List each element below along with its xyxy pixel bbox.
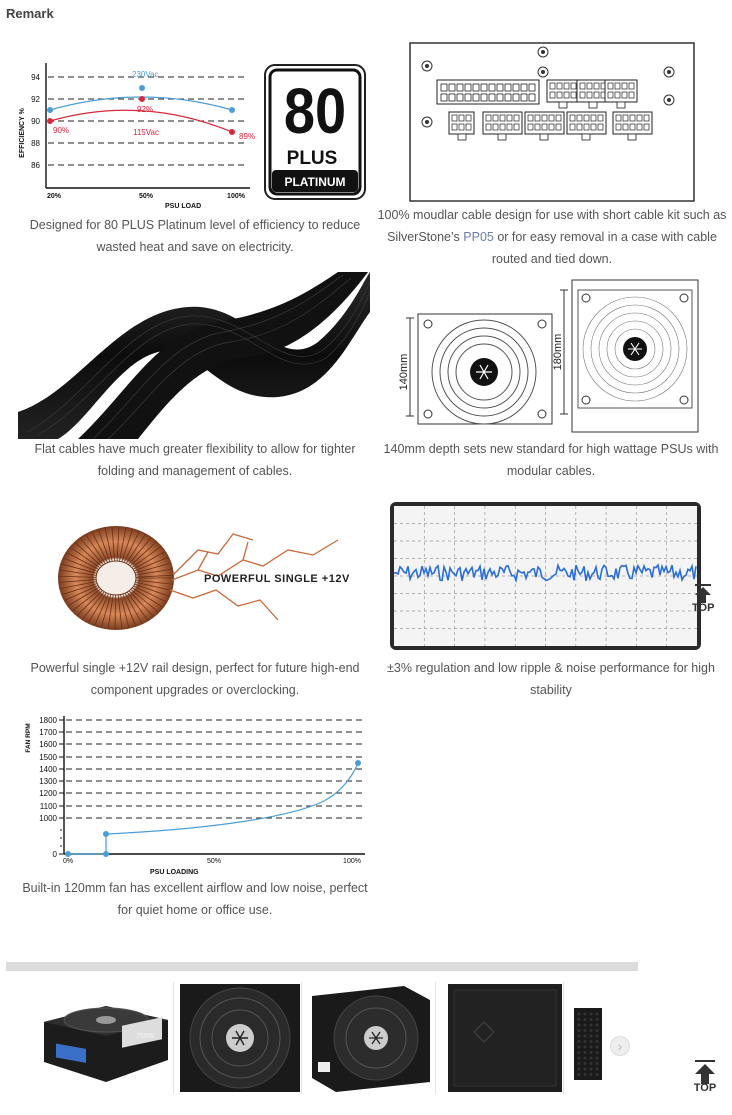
fan-chart-ylabel: FAN RPM: [25, 723, 32, 753]
gallery-bar: [6, 962, 638, 971]
eff-ytick: 94: [31, 73, 40, 82]
logo-platinum: PLATINUM: [284, 175, 346, 189]
caption-efficiency: Designed for 80 PLUS Platinum level of efficiency to reduce wasted heat and save on electricity.: [29, 218, 361, 254]
fan-ytick: 1800: [39, 716, 57, 725]
caption-modular: [372, 204, 732, 270]
eff-ytick: 86: [31, 161, 40, 170]
top-button-corner[interactable]: [693, 1060, 717, 1094]
fan-point-max: [355, 760, 361, 766]
modular-panel-image: [409, 42, 695, 202]
remark-heading: Remark: [6, 6, 54, 21]
fan-ytick: 1700: [39, 728, 57, 737]
top-button-inline[interactable]: [692, 584, 714, 614]
ripple-chart: [389, 501, 702, 651]
label-115vac: 115Vac: [133, 128, 159, 137]
caption-flat-cables: Flat cables have much greater flexibility to allow for tighter folding and management of cables.: [34, 442, 356, 478]
gallery-thumb-2[interactable]: [178, 982, 302, 1094]
eff-ytick: 90: [31, 117, 40, 126]
dim-180mm: 180mm: [552, 333, 564, 371]
dimensions-image: [396, 276, 704, 436]
fan-ytick: 1000: [39, 814, 57, 823]
flat-cables-image: [18, 272, 370, 439]
fan-point-step: [103, 831, 109, 837]
fan-xtick: 0%: [62, 858, 74, 865]
dim-140mm: 140mm: [398, 353, 410, 391]
arrow-up-icon: [693, 1060, 717, 1084]
fan-point-0: [65, 851, 71, 857]
fan-ytick: 1600: [39, 740, 57, 749]
logo-plus: PLUS: [286, 148, 338, 169]
logo-80: 80: [283, 74, 347, 148]
label-230vac: 230Vac: [132, 70, 159, 79]
gallery-next-button[interactable]: [610, 1036, 630, 1056]
fan-chart-xlabel: PSU LOADING: [150, 869, 199, 876]
fan-ytick: 1200: [39, 789, 57, 798]
fan-ytick: 1400: [39, 765, 57, 774]
fan-ytick: 1500: [39, 753, 57, 762]
gallery-thumb-4[interactable]: [444, 982, 564, 1094]
eff-point: [229, 107, 235, 113]
top-corner-label: TOP: [693, 1082, 717, 1094]
single-rail-image: [48, 520, 358, 644]
eff-point: [139, 96, 145, 102]
eff-ytick: 92: [31, 95, 40, 104]
efficiency-chart-ylabel: EFFICIENCY %: [19, 108, 26, 158]
fan-ytick: 1100: [39, 802, 57, 811]
caption-modular-b: or for easy removal in a case with cable routed and tied down.: [491, 230, 717, 266]
pp05-link[interactable]: PP05: [463, 230, 494, 244]
fan-xtick: 50%: [206, 858, 222, 865]
caption-ripple: ±3% regulation and low ripple & noise performance for high stability: [387, 661, 715, 697]
gallery-thumb-3[interactable]: [306, 982, 436, 1094]
arrow-up-icon: [693, 584, 713, 604]
fan-point-start: [103, 851, 109, 857]
caption-fan: Built-in 120mm fan has excellent airflow and low noise, perfect for quiet home or office use.: [22, 881, 368, 917]
eff-xtick: 100%: [227, 193, 245, 200]
gallery-thumb-5[interactable]: [572, 982, 604, 1094]
top-inline-label: TOP: [692, 602, 715, 614]
eff-point: [47, 118, 53, 124]
eff-point: [47, 107, 53, 113]
caption-single-rail: Powerful single +12V rail design, perfect for future high-end component upgrades or overclocking.: [30, 661, 360, 697]
chevron-right-icon: ›: [617, 1038, 623, 1054]
fan-xtick: 100%: [343, 858, 361, 865]
fan-ytick: 1300: [39, 777, 57, 786]
eff-point: [139, 85, 145, 91]
80plus-platinum-logo: [264, 64, 366, 200]
eff-xtick: 20%: [46, 193, 62, 200]
caption-dimensions: 140mm depth sets new standard for high wattage PSUs with modular cables.: [383, 442, 719, 478]
efficiency-chart-xlabel: PSU LOAD: [165, 203, 202, 210]
caption-modular-a: 100% moudlar cable design for use with short cable kit such as SilverStone’s: [377, 208, 727, 244]
efficiency-chart: [10, 55, 268, 215]
eff-xtick: 50%: [138, 193, 154, 200]
eff-ytick: 88: [31, 139, 40, 148]
rail-label: POWERFUL SINGLE +12V: [204, 573, 350, 585]
gallery-thumb-1[interactable]: [36, 982, 174, 1094]
fan-rpm-chart: [22, 712, 372, 880]
eff-point: [229, 129, 235, 135]
psu-badge: 750W: [136, 1033, 155, 1040]
fan-curve: [68, 763, 358, 854]
label-90pct: 90%: [53, 126, 70, 135]
label-89pct: 89%: [239, 132, 256, 141]
label-92pct: 92%: [137, 105, 154, 114]
fan-ytick: 0: [52, 850, 57, 859]
